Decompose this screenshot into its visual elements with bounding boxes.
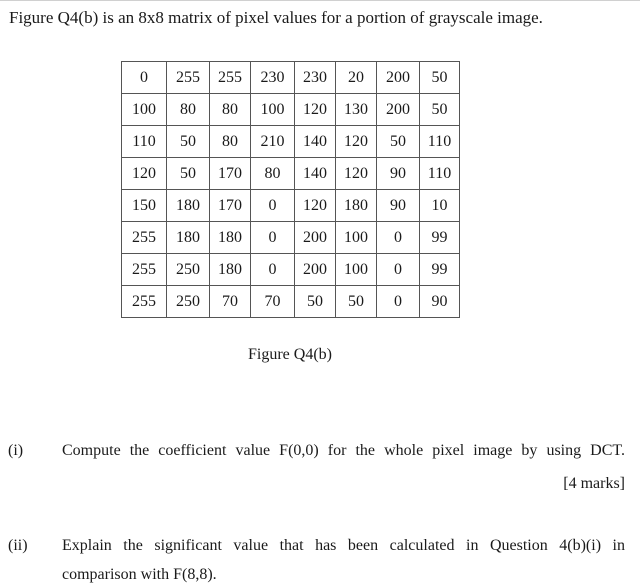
matrix-cell: 80 bbox=[167, 94, 210, 126]
matrix-cell: 110 bbox=[420, 126, 460, 158]
matrix-cell: 0 bbox=[251, 190, 295, 222]
matrix-cell: 20 bbox=[336, 62, 377, 94]
matrix-row bbox=[122, 158, 460, 190]
matrix-cell: 80 bbox=[210, 126, 251, 158]
matrix-cell: 120 bbox=[336, 126, 377, 158]
matrix-cell: 110 bbox=[122, 126, 167, 158]
matrix-cell: 0 bbox=[377, 222, 420, 254]
matrix-cell: 170 bbox=[210, 190, 251, 222]
matrix-cell: 255 bbox=[167, 62, 210, 94]
matrix-cell: 120 bbox=[122, 158, 167, 190]
matrix-cell: 230 bbox=[295, 62, 336, 94]
matrix-cell: 100 bbox=[251, 94, 295, 126]
matrix-cell: 255 bbox=[122, 254, 167, 286]
matrix-cell: 100 bbox=[122, 94, 167, 126]
matrix-cell: 0 bbox=[377, 286, 420, 318]
matrix-cell: 50 bbox=[377, 126, 420, 158]
matrix-cell: 200 bbox=[377, 94, 420, 126]
matrix-cell: 80 bbox=[210, 94, 251, 126]
top-rule bbox=[0, 0, 640, 1]
matrix-cell: 70 bbox=[210, 286, 251, 318]
matrix-cell: 130 bbox=[336, 94, 377, 126]
matrix-cell: 100 bbox=[336, 222, 377, 254]
figure-caption: Figure Q4(b) bbox=[248, 346, 332, 363]
matrix-row bbox=[122, 222, 460, 254]
matrix-cell: 50 bbox=[167, 158, 210, 190]
intro-text: Figure Q4(b) is an 8x8 matrix of pixel values for a portion of grayscale image. bbox=[9, 8, 543, 27]
matrix-row bbox=[122, 126, 460, 158]
matrix-body bbox=[122, 62, 460, 318]
matrix-cell: 180 bbox=[167, 222, 210, 254]
matrix-cell: 100 bbox=[336, 254, 377, 286]
matrix-row bbox=[122, 190, 460, 222]
matrix-cell: 0 bbox=[122, 62, 167, 94]
matrix-cell: 210 bbox=[251, 126, 295, 158]
matrix-cell: 50 bbox=[420, 62, 460, 94]
question-ii-text-line1: Explain the significant value that has been calculated in Question 4(b)(i) in bbox=[62, 537, 625, 554]
pixel-matrix-table bbox=[121, 61, 460, 318]
matrix-cell: 255 bbox=[122, 286, 167, 318]
matrix-cell: 140 bbox=[295, 158, 336, 190]
matrix-cell: 200 bbox=[295, 222, 336, 254]
matrix-cell: 120 bbox=[295, 190, 336, 222]
matrix-cell: 90 bbox=[420, 286, 460, 318]
matrix-cell: 110 bbox=[420, 158, 460, 190]
matrix-cell: 80 bbox=[251, 158, 295, 190]
matrix-cell: 99 bbox=[420, 254, 460, 286]
matrix-cell: 0 bbox=[251, 254, 295, 286]
matrix-cell: 90 bbox=[377, 158, 420, 190]
matrix-cell: 255 bbox=[210, 62, 251, 94]
matrix-cell: 10 bbox=[420, 190, 460, 222]
matrix-cell: 50 bbox=[167, 126, 210, 158]
matrix-cell: 180 bbox=[167, 190, 210, 222]
question-ii-text-line2: comparison with F(8,8). bbox=[62, 566, 217, 583]
matrix-row bbox=[122, 94, 460, 126]
matrix-cell: 180 bbox=[210, 222, 251, 254]
question-i-marks: [4 marks] bbox=[563, 475, 625, 492]
matrix-cell: 50 bbox=[336, 286, 377, 318]
matrix-cell: 0 bbox=[251, 222, 295, 254]
matrix-cell: 170 bbox=[210, 158, 251, 190]
matrix-row bbox=[122, 62, 460, 94]
matrix-cell: 255 bbox=[122, 222, 167, 254]
matrix-cell: 70 bbox=[251, 286, 295, 318]
matrix-cell: 50 bbox=[420, 94, 460, 126]
matrix-cell: 120 bbox=[295, 94, 336, 126]
matrix-cell: 140 bbox=[295, 126, 336, 158]
matrix-cell: 150 bbox=[122, 190, 167, 222]
matrix-cell: 180 bbox=[336, 190, 377, 222]
matrix-cell: 250 bbox=[167, 254, 210, 286]
question-i-label: (i) bbox=[8, 442, 24, 459]
matrix-cell: 0 bbox=[377, 254, 420, 286]
matrix-cell: 250 bbox=[167, 286, 210, 318]
matrix-cell: 200 bbox=[295, 254, 336, 286]
matrix-cell: 120 bbox=[336, 158, 377, 190]
matrix-cell: 99 bbox=[420, 222, 460, 254]
matrix-row bbox=[122, 286, 460, 318]
matrix-row bbox=[122, 254, 460, 286]
matrix-cell: 50 bbox=[295, 286, 336, 318]
question-ii-label: (ii) bbox=[8, 537, 28, 554]
question-i-text: Compute the coefficient value F(0,0) for the whole pixel image by using DCT. bbox=[62, 442, 625, 459]
matrix-cell: 180 bbox=[210, 254, 251, 286]
matrix-cell: 90 bbox=[377, 190, 420, 222]
matrix-cell: 230 bbox=[251, 62, 295, 94]
matrix-cell: 200 bbox=[377, 62, 420, 94]
